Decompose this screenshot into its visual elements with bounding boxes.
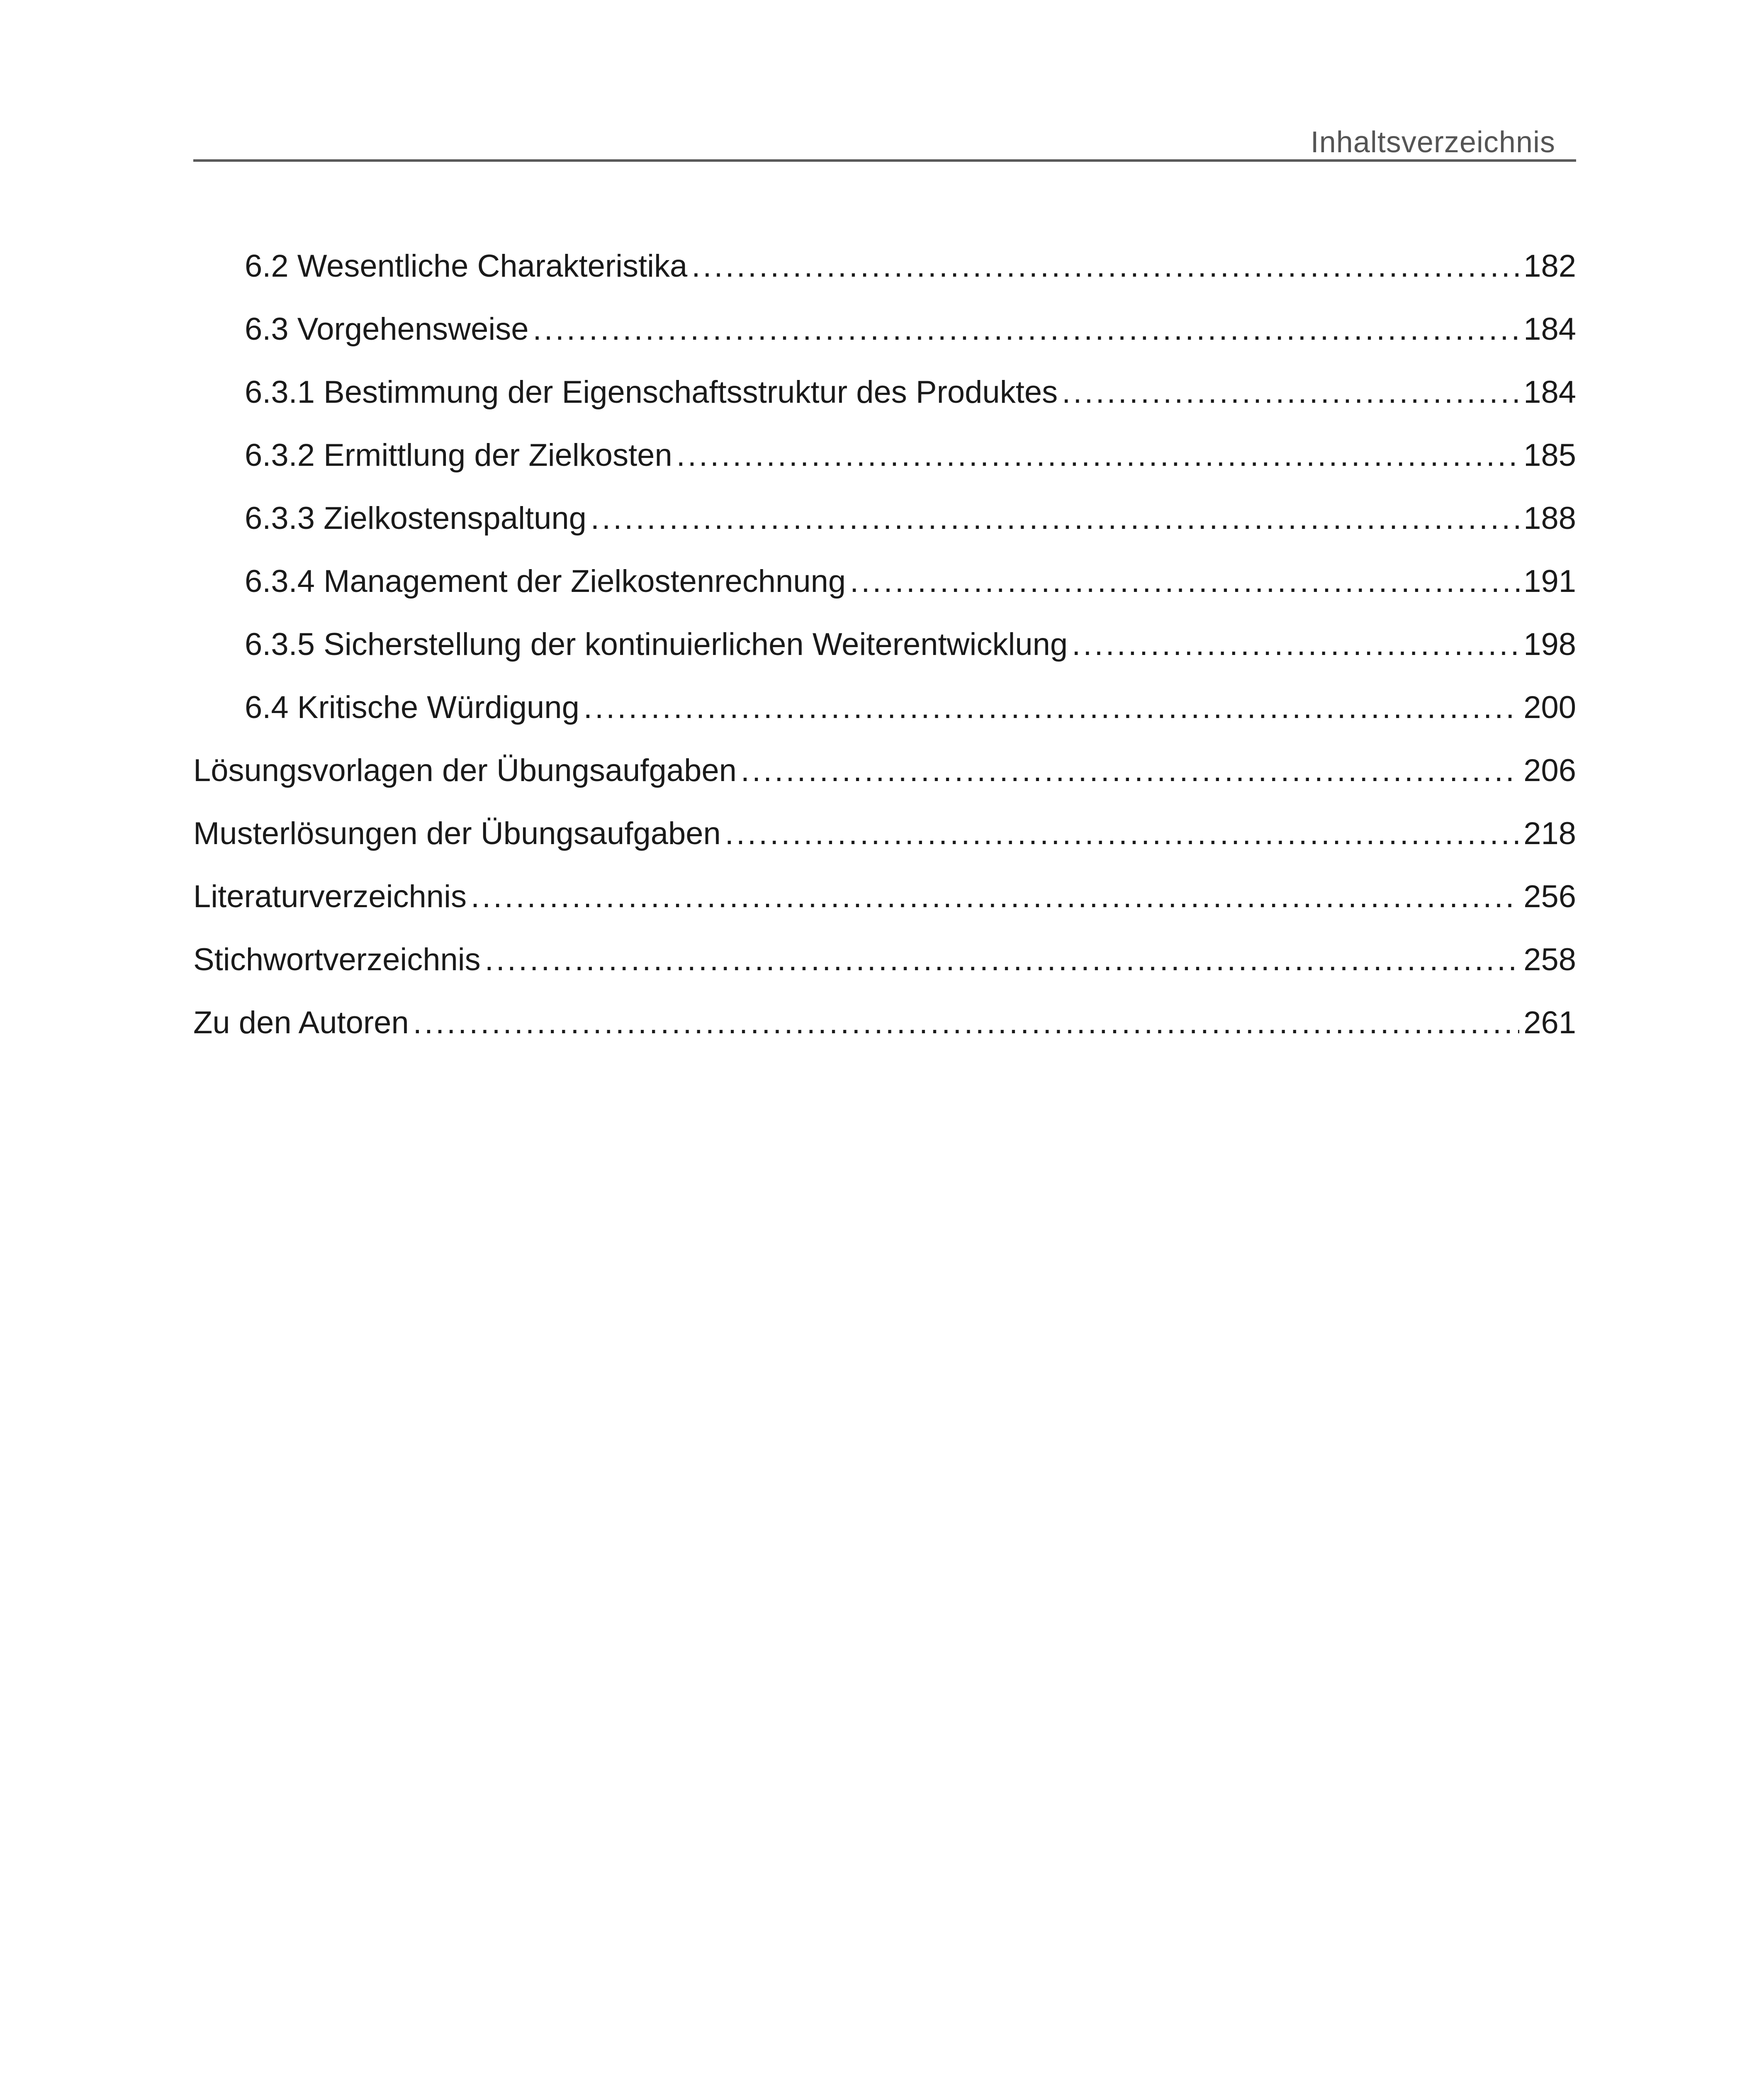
toc-entry-page: 198	[1523, 627, 1576, 662]
toc-dot-leader	[413, 991, 1519, 1054]
toc-entry[interactable]	[193, 991, 1576, 1054]
toc-entry-page: 261	[1523, 1005, 1576, 1040]
toc-entry[interactable]	[193, 928, 1576, 991]
toc-dot-leader	[676, 424, 1519, 487]
toc-dot-leader	[485, 928, 1520, 991]
toc-dot-leader	[471, 865, 1519, 928]
toc-entry-page: 258	[1523, 942, 1576, 977]
toc-entry-page: 256	[1523, 879, 1576, 914]
toc-dot-leader	[725, 802, 1519, 865]
toc-entry-page: 191	[1523, 564, 1576, 599]
toc-entry-label: 6.2 Wesentliche Charakteristika	[245, 248, 688, 284]
toc-entry-page: 184	[1523, 312, 1576, 347]
toc-entry[interactable]	[193, 424, 1576, 487]
toc-entry-page: 206	[1523, 753, 1576, 788]
toc-entry[interactable]	[193, 298, 1576, 361]
toc-dot-leader	[591, 487, 1519, 550]
toc-entry-label: 6.3.1 Bestimmung der Eigenschaftsstruktur des Produktes	[245, 375, 1058, 410]
toc-entry[interactable]	[193, 739, 1576, 802]
toc-entry-label: Lösungsvorlagen der Übungsaufgaben	[193, 753, 737, 788]
toc-entry[interactable]	[193, 676, 1576, 739]
toc-entry-page: 184	[1523, 375, 1576, 410]
toc-entry[interactable]	[193, 613, 1576, 676]
toc-dot-leader	[1062, 361, 1519, 424]
toc-entry-label: 6.3.3 Zielkostenspaltung	[245, 501, 586, 536]
toc-entry-page: 188	[1523, 501, 1576, 536]
toc-entry-page: 218	[1523, 816, 1576, 851]
toc-dot-leader	[1072, 613, 1519, 676]
toc-entry-label: Zu den Autoren	[193, 1005, 409, 1040]
running-header-title: Inhaltsverzeichnis	[1310, 126, 1555, 159]
toc-entry-label: 6.3.4 Management der Zielkostenrechnung	[245, 564, 846, 599]
toc-dot-leader	[850, 550, 1519, 613]
toc-dot-leader	[584, 676, 1519, 739]
toc-entry-page: 182	[1523, 248, 1576, 284]
table-of-contents	[193, 235, 1576, 1054]
toc-dot-leader	[691, 235, 1519, 298]
toc-entry-page: 185	[1523, 438, 1576, 473]
toc-entry[interactable]	[193, 235, 1576, 298]
toc-entry-label: 6.4 Kritische Würdigung	[245, 690, 579, 725]
toc-entry-label: 6.3.2 Ermittlung der Zielkosten	[245, 438, 672, 473]
toc-entry-label: Literaturverzeichnis	[193, 879, 467, 914]
toc-entry[interactable]	[193, 865, 1576, 928]
running-header	[193, 116, 1576, 162]
toc-entry-label: 6.3.5 Sicherstellung der kontinuierlichen Weiterentwicklung	[245, 627, 1068, 662]
toc-entry[interactable]	[193, 487, 1576, 550]
toc-entry[interactable]	[193, 550, 1576, 613]
toc-dot-leader	[533, 298, 1519, 361]
toc-entry[interactable]	[193, 802, 1576, 865]
toc-dot-leader	[741, 739, 1519, 802]
toc-entry-label: Stichwortverzeichnis	[193, 942, 481, 977]
toc-entry-page: 200	[1523, 690, 1576, 725]
toc-entry-label: Musterlösungen der Übungsaufgaben	[193, 816, 721, 851]
toc-entry-label: 6.3 Vorgehensweise	[245, 312, 529, 347]
toc-entry[interactable]	[193, 361, 1576, 424]
